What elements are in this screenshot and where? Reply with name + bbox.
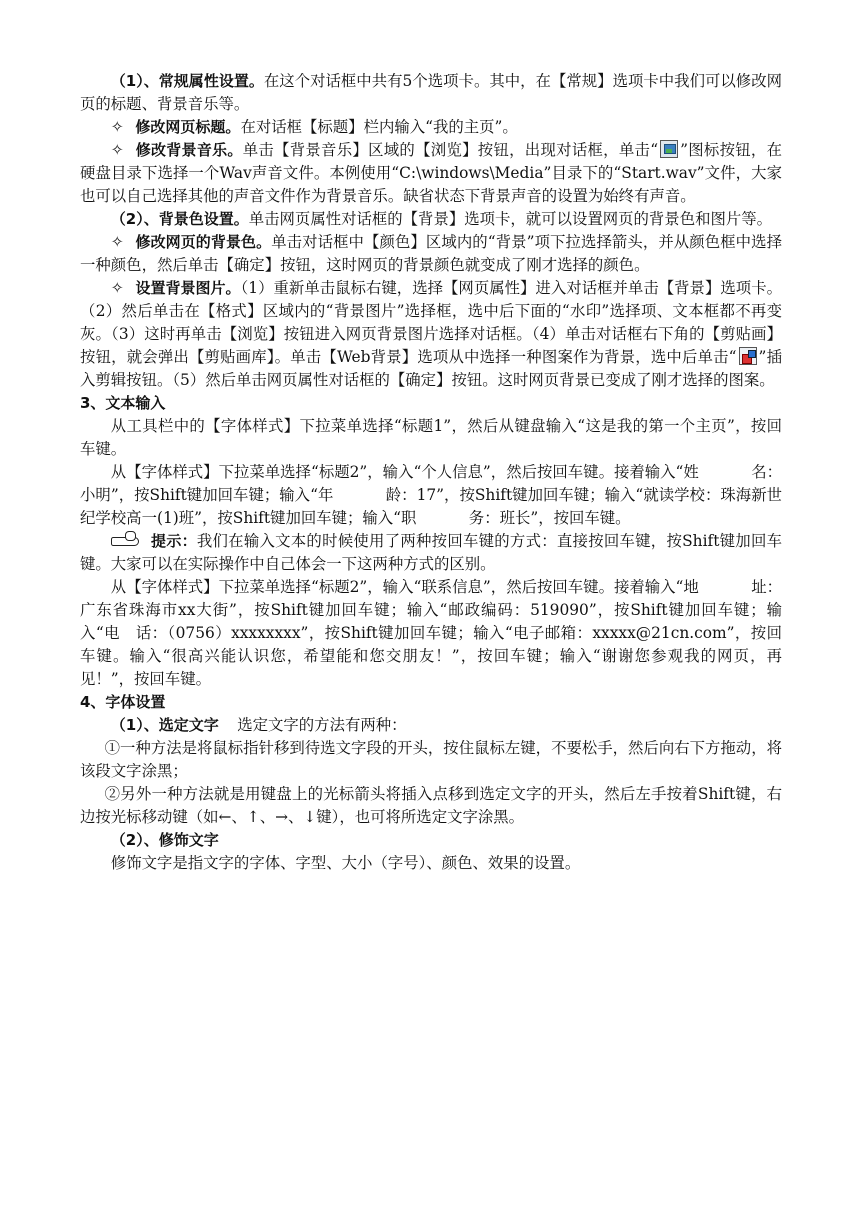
para-edit-bg-color: ✧ 修改网页的背景色。单击对话框中【颜色】区域内的“背景”项下拉选择箭头，并从颜色框中选择一种颜色，然后单击【确定】按钮，这时网页的背景颜色就变成了刚才选择的颜色。 xyxy=(80,233,782,274)
para-select-text: （1）、选定文字 选定文字的方法有两种： xyxy=(110,716,407,734)
diamond-bullet-icon: ✧ xyxy=(110,118,124,136)
pointing-hand-icon xyxy=(111,531,141,549)
para-general-settings: （1）、常规属性设置。在这个对话框中共有5个选项卡。其中，在【常规】选项卡中我们可以修改网页的标题、背景音乐等。 xyxy=(80,72,782,113)
heading-general-settings: （1）、常规属性设置。 xyxy=(110,72,264,90)
para-contact-info: 从【字体样式】下拉菜单选择“标题2”，输入“联系信息”，然后按回车键。接着输入“地 址：广东省珠海市xx大街”，按Shift键加回车键；输入“邮政编码：519090”，按Shift键加回车键；输入“电 话：（0756）xxxxxxxx”，按Shift键加回车键；输入“电子邮箱：xxxxx@21cn.com”，按回车键。输入“很高兴能认识您，希望能和您交朋友！”，按回车键；输入“谢谢您参观我的网页，再见！”，按回车键。 xyxy=(80,578,782,688)
diamond-bullet-icon: ✧ xyxy=(110,279,124,297)
section-heading-text-input: 3、文本输入 xyxy=(80,394,166,412)
insert-clip-icon xyxy=(739,347,757,365)
para-decorate-text: 修饰文字是指文字的字体、字型、大小（字号）、颜色、效果的设置。 xyxy=(110,854,581,872)
heading-decorate-text: （2）、修饰文字 xyxy=(110,831,219,849)
document-page xyxy=(80,70,782,875)
para-bg-image: ✧ 设置背景图片。（1）重新单击鼠标右键，选择【网页属性】进入对话框并单击【背景】选项卡。（2）然后单击在【格式】区域内的“背景图片”选择框，选中后下面的“水印”选择项、文本框都不再变灰。（3）这时再单击【浏览】按钮进入网页背景图片选择对话框。（4）单击对话框右下角的【剪贴画】按钮，就会弹出【剪贴画库】。单击【Web背景】选项从中选择一种图案作为背景，选中后单击“ ”插入剪辑按钮。（5）然后单击网页属性对话框的【确定】按钮。这时网页背景已变成了刚才选择的图案。 xyxy=(80,279,782,389)
para-heading1-input: 从工具栏中的【字体样式】下拉菜单选择“标题1”，然后从键盘输入“这是我的第一个主页”，按回车键。 xyxy=(80,417,782,458)
section-heading-font-settings: 4、字体设置 xyxy=(80,693,166,711)
heading-background-settings: （2）、背景色设置。 xyxy=(110,210,249,228)
para-method-2: ②另外一种方法就是用键盘上的光标箭头将插入点移到选定文字的开头，然后左手按着Shift键，右边按光标移动键（如←、↑、→、↓键），也可将所选定文字涂黑。 xyxy=(80,785,782,826)
picture-browse-icon xyxy=(660,140,678,158)
para-method-1: ①一种方法是将鼠标指针移到待选文字段的开头，按住鼠标左键，不要松手，然后向右下方拖动，将该段文字涂黑； xyxy=(80,739,782,780)
para-background-color-settings: （2）、背景色设置。单击网页属性对话框的【背景】选项卡，就可以设置网页的背景色和图片等。 xyxy=(110,210,773,228)
diamond-bullet-icon: ✧ xyxy=(110,233,124,251)
tip-label: 提示： xyxy=(150,532,197,550)
para-edit-title: ✧ 修改网页标题。在对话框【标题】栏内输入“我的主页”。 xyxy=(80,116,782,139)
para-background-music: ✧ 修改背景音乐。单击【背景音乐】区域的【浏览】按钮，出现对话框，单击“ ”图标按钮，在硬盘目录下选择一个Wav声音文件。本例使用“C:\windows\Media”目录下的“Start.wav”文件，大家也可以自己选择其他的声音文件作为背景音乐。缺省状态下背景声音的设置为始终有声音。 xyxy=(80,141,782,205)
heading-select-text: （1）、选定文字 xyxy=(110,716,219,734)
diamond-bullet-icon: ✧ xyxy=(110,141,124,159)
para-personal-info: 从【字体样式】下拉菜单选择“标题2”，输入“个人信息”，然后按回车键。接着输入“姓 名：小明”，按Shift键加回车键；输入“年 龄：17”，按Shift键加回车键；输入“就读学校：珠海新世纪学校高一(1)班”，按Shift键加回车键；输入“职 务：班长”，按回车键。 xyxy=(80,463,782,527)
para-tip: 提示：我们在输入文本的时候使用了两种按回车键的方式：直接按回车键，按Shift键加回车键。大家可以在实际操作中自己体会一下这两种方式的区别。 xyxy=(80,532,782,573)
